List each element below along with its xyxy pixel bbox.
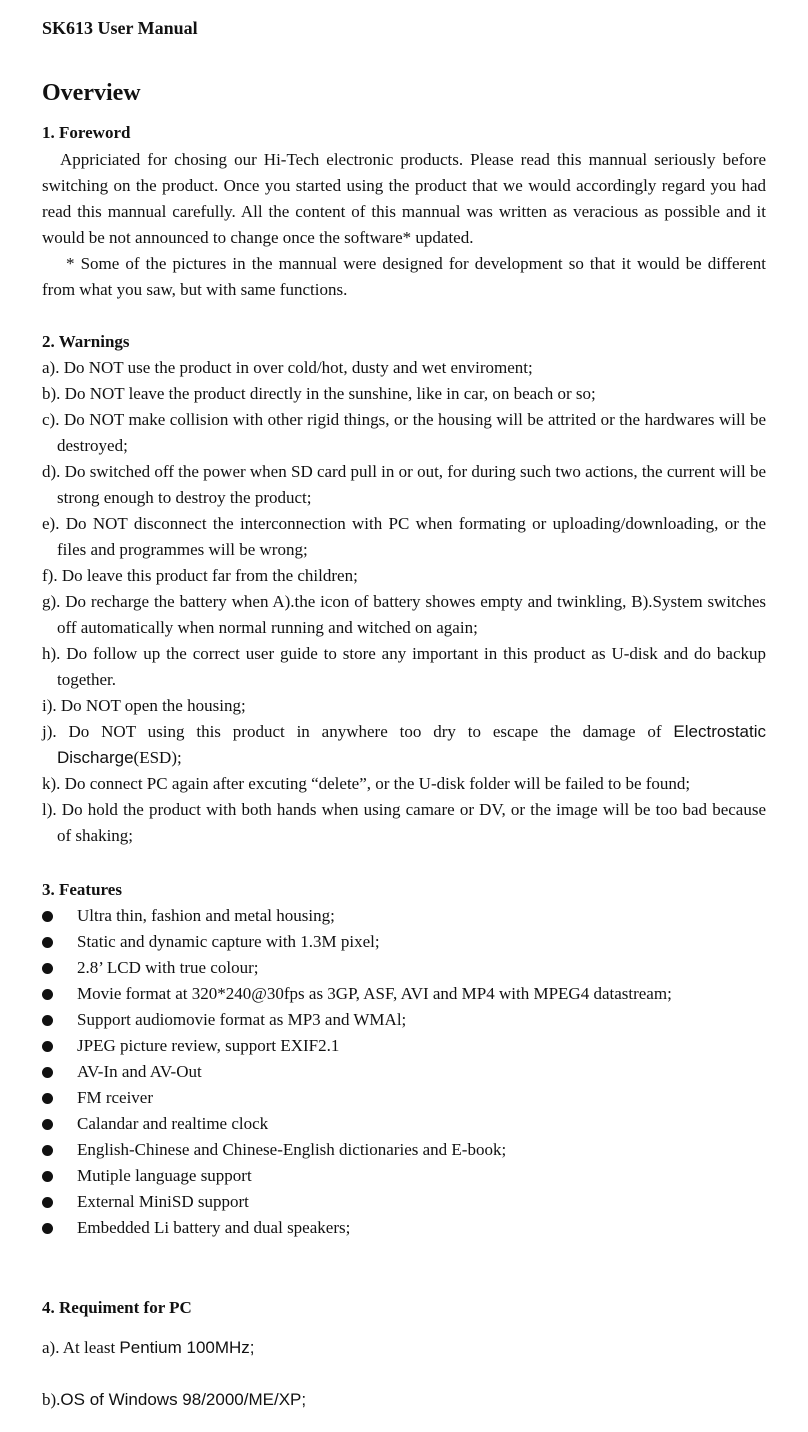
foreword-paragraph-2 <box>42 251 766 303</box>
warnings-list <box>42 355 766 849</box>
feature-item: Support audiomovie format as MP3 and WMAl; <box>42 1007 766 1033</box>
bullet-icon <box>42 1197 53 1208</box>
bullet-icon <box>42 1041 53 1052</box>
requirement-item-a <box>42 1338 255 1358</box>
requirement-item-b <box>42 1390 306 1410</box>
bullet-icon <box>42 911 53 922</box>
warning-item-l: l). Do hold the product with both hands when using camare or DV, or the image will be too bad because of shaking; <box>42 800 766 845</box>
warning-item-g: g). Do recharge the battery when A).the icon of battery showes empty and twinkling, B).System switches off automatically when normal running and witched on again; <box>42 592 766 637</box>
warning-item-i: i). Do NOT open the housing; <box>42 696 246 715</box>
foreword-p2-text: * Some of the pictures in the mannual were designed for development so that it would be different from what you saw, but with same functions. <box>42 254 766 299</box>
features-list <box>42 903 766 1241</box>
feature-item: Calandar and realtime clock <box>42 1111 766 1137</box>
feature-item: External MiniSD support <box>42 1189 766 1215</box>
requirement-b-prefix: b). <box>42 1390 61 1409</box>
warning-j-suffix: (ESD); <box>133 748 182 767</box>
requirement-a-cpu: Pentium 100MHz; <box>119 1338 255 1357</box>
warning-item-d: d). Do switched off the power when SD card pull in or out, for during such two actions, the current will be strong enough to destroy the product; <box>42 462 766 507</box>
warning-item-k: k). Do connect PC again after excuting “delete”, or the U-disk folder will be failed to be found; <box>42 774 691 793</box>
bullet-icon <box>42 1093 53 1104</box>
feature-item: 2.8’ LCD with true colour; <box>42 955 766 981</box>
feature-item: AV-In and AV-Out <box>42 1059 766 1085</box>
warning-j-prefix: j). Do NOT using this product in anywhere too dry to escape the damage of <box>42 722 674 741</box>
bullet-icon <box>42 1067 53 1078</box>
bullet-icon <box>42 1015 53 1026</box>
warning-item-f: f). Do leave this product far from the children; <box>42 566 358 585</box>
requirement-b-os: OS of Windows 98/2000/ME/XP; <box>60 1390 307 1409</box>
warning-j-esd-term: Electrostatic Discharge <box>57 722 766 767</box>
document-header: SK613 User Manual <box>42 18 198 38</box>
feature-item: Embedded Li battery and dual speakers; <box>42 1215 766 1241</box>
feature-item: Movie format at 320*240@30fps as 3GP, ASF, AVI and MP4 with MPEG4 datastream; <box>42 981 766 1007</box>
feature-item: Mutiple language support <box>42 1163 766 1189</box>
warning-item-b: b). Do NOT leave the product directly in the sunshine, like in car, on beach or so; <box>42 384 596 403</box>
feature-item: Ultra thin, fashion and metal housing; <box>42 903 766 929</box>
requirement-a-prefix: a). At least <box>42 1338 120 1357</box>
warning-item-j <box>42 719 766 771</box>
overview-title: Overview <box>42 80 141 106</box>
bullet-icon <box>42 963 53 974</box>
bullet-icon <box>42 989 53 1000</box>
bullet-icon <box>42 937 53 948</box>
bullet-icon <box>42 1145 53 1156</box>
warning-item-c: c). Do NOT make collision with other rigid things, or the housing will be attrited or the hardwares will be destroyed; <box>42 410 766 455</box>
foreword-heading: 1. Foreword <box>42 123 131 142</box>
feature-item: Static and dynamic capture with 1.3M pixel; <box>42 929 766 955</box>
warning-item-e: e). Do NOT disconnect the interconnection with PC when formating or uploading/downloading, or the files and programmes will be wrong; <box>42 514 766 559</box>
warnings-heading: 2. Warnings <box>42 332 130 351</box>
feature-item: English-Chinese and Chinese-English dictionaries and E-book; <box>42 1137 766 1163</box>
foreword-p1-text: Appriciated for chosing our Hi-Tech electronic products. Please read this mannual seriously before switching on the product. Once you started using the product that we would accordingly regard you had read this mannual carefully. All the content of this mannual was written as veracious as possible and it would be not announced to change once the software* updated. <box>42 150 766 247</box>
warning-item-h: h). Do follow up the correct user guide to store any important in this product as U-disk and do backup together. <box>42 644 766 689</box>
feature-item: FM rceiver <box>42 1085 766 1111</box>
bullet-icon <box>42 1223 53 1234</box>
requirements-heading: 4. Requiment for PC <box>42 1298 192 1317</box>
foreword-paragraph-1 <box>42 147 766 251</box>
bullet-icon <box>42 1171 53 1182</box>
feature-item: JPEG picture review, support EXIF2.1 <box>42 1033 766 1059</box>
warning-item-a: a). Do NOT use the product in over cold/hot, dusty and wet enviroment; <box>42 358 533 377</box>
features-heading: 3. Features <box>42 880 122 899</box>
bullet-icon <box>42 1119 53 1130</box>
